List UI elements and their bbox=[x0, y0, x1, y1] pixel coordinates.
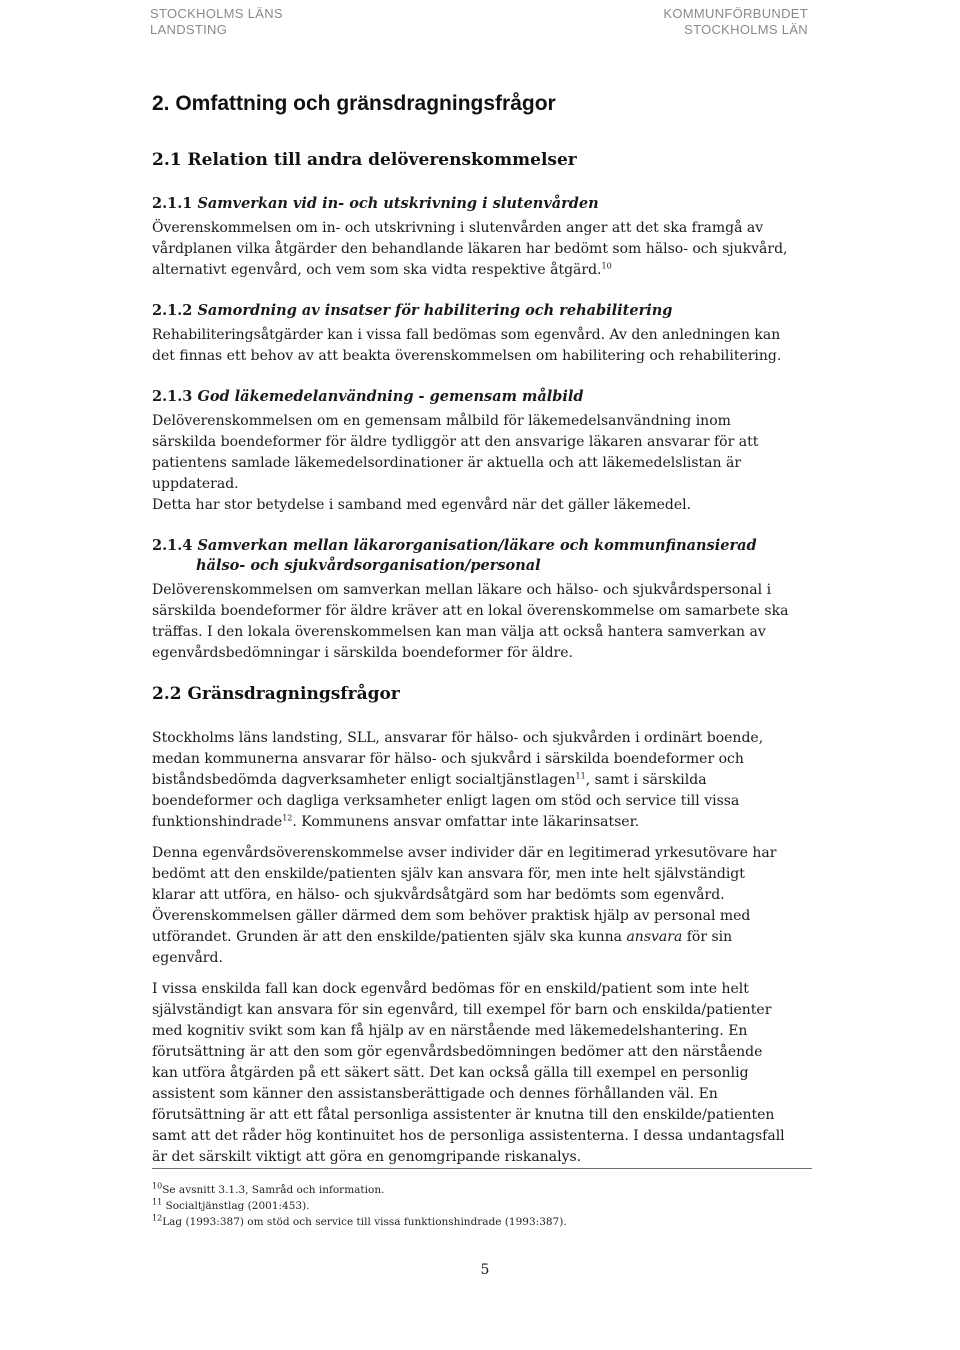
footnotes bbox=[152, 1182, 792, 1230]
header-left-line2: LANDSTING bbox=[150, 22, 228, 37]
subsection-title: 2.1.1 Samverkan vid in- och utskrivning i slutenvården bbox=[152, 195, 599, 212]
footnote: $^{10}$Se avsnitt 3.1.3, Samråd och information. bbox=[152, 1181, 385, 1196]
footnote-divider bbox=[152, 1168, 812, 1169]
paragraph: Överenskommelsen om in- och utskrivning i slutenvården anger att det ska framgå av vårdplanen vilka åtgärder den behandlande läkaren har bedömt som hälso- och sjukvård, alternativt egenvård, och vem som ska vidta respektive åtgärd.$^{10}$ bbox=[152, 220, 788, 278]
header-left bbox=[150, 6, 283, 38]
paragraph: Delöverenskommelsen om samverkan mellan läkare och hälso- och sjukvårdspersonal i särskilda boendeformer för äldre kräver att en lokal överenskommelse om samarbete ska träffas. I den lokala överenskommelsen kan man välja att också hantera samverkan av egenvårdsbedömningar i särskilda boendeformer för äldre. bbox=[152, 582, 789, 661]
subsection-title: 2.1.2 Samordning av insatser för habilitering och rehabilitering bbox=[152, 302, 673, 319]
footnote-ref: 11 bbox=[575, 771, 586, 781]
page-number: 5 bbox=[480, 1262, 490, 1278]
footnote-ref: 12 bbox=[282, 813, 293, 823]
paragraph: Delöverenskommelsen om en gemensam målbild för läkemedelsanvändning inom särskilda boendeformer för äldre tydliggör att den ansvarige läkaren ansvarar för att patientens samlade läkemedelsordinationer är aktuella och att läkemedelslistan är uppdaterad. bbox=[152, 413, 759, 492]
subsection-2-1-3 bbox=[152, 387, 792, 516]
paragraph: Denna egenvårdsöverenskommelse avser individer där en legitimerad yrkesutövare har bedömt att den enskilde/patienten själv kan ansvara för, men inte helt självständigt klarar att utföra, en hälso- och sjukvårdsåtgärd som har bedömts som egenvård. Överenskommelsen gäller därmed dem som behöver praktisk hjälp av personal med utförandet. Grunden är att den enskilde/patienten själv ska kunna ansvara för sin egenvård. bbox=[152, 845, 777, 966]
paragraph: Stockholms läns landsting, SLL, ansvarar för hälso- och sjukvården i ordinärt boende, medan kommunerna ansvarar för hälso- och sjukvård i särskilda boendeformer och biståndsbedömda dagverksamheter enligt socialtjänstlagen$^{11}$, samt i särskilda boendeformer och dagliga verksamheter enligt lagen om stöd och service till vissa funktionshindrade$^{12}$. Kommunens ansvar omfattar inte läkarinsatser. bbox=[152, 730, 764, 830]
section-heading-2-2: 2.2 Gränsdragningsfrågor bbox=[152, 684, 400, 704]
header-right bbox=[663, 6, 808, 38]
footnote: $^{12}$Lag (1993:387) om stöd och service till vissa funktionshindrade (1993:387). bbox=[152, 1213, 567, 1228]
footnote-ref: 10 bbox=[601, 261, 612, 271]
paragraph: Detta har stor betydelse i samband med egenvård när det gäller läkemedel. bbox=[152, 497, 692, 513]
paragraph: I vissa enskilda fall kan dock egenvård bedömas för en enskild/patient som inte helt självständigt kan ansvara för sin egenvård, till exempel för barn och enskilda/patienter med kognitiv svikt som kan få hjälp av en närstående med läkemedelshantering. En förutsättning är att den som gör egenvårdsbedömningen bedömer att den närstående kan utföra åtgärden på ett säkert sätt. Det kan också gälla till exempel en personlig assistent som känner den assistansberättigade och dennes förhållanden väl. En förutsättning är att ett fåtal personliga assistenter är knutna till den enskilde/patienten samt att det råder hög kontinuitet hos de personliga assistenterna. I dessa undantagsfall är det särskilt viktigt att göra en genomgripande riskanalys. bbox=[152, 981, 785, 1165]
footnote: $^{11}$ Socialtjänstlag (2001:453). bbox=[152, 1197, 310, 1212]
subsection-title: 2.1.3 God läkemedelanvändning - gemensam målbild bbox=[152, 388, 584, 405]
chapter-heading: 2. Omfattning och gränsdragningsfrågor bbox=[152, 92, 556, 115]
header-right-line2: STOCKHOLMS LÄN bbox=[684, 22, 808, 37]
subsection-2-1-2 bbox=[152, 301, 792, 367]
subsection-title: 2.1.4 Samverkan mellan läkarorganisation/läkare och kommunfinansierad hälso- och sjukvårdsorganisation/personal bbox=[152, 537, 757, 574]
header-right-line1: KOMMUNFÖRBUNDET bbox=[663, 6, 808, 21]
paragraph: Rehabiliteringsåtgärder kan i vissa fall bedömas som egenvård. Av den anledningen kan det finnas ett behov av att beakta överenskommelsen om habilitering och rehabilitering. bbox=[152, 327, 782, 364]
subsection-2-1-4 bbox=[152, 536, 792, 664]
document-body bbox=[152, 92, 792, 1178]
subsection-2-1-1 bbox=[152, 194, 792, 281]
section-2-2-body bbox=[152, 728, 792, 1168]
section-heading-2-1: 2.1 Relation till andra delöverenskommelser bbox=[152, 150, 577, 170]
header-left-line1: STOCKHOLMS LÄNS bbox=[150, 6, 283, 21]
